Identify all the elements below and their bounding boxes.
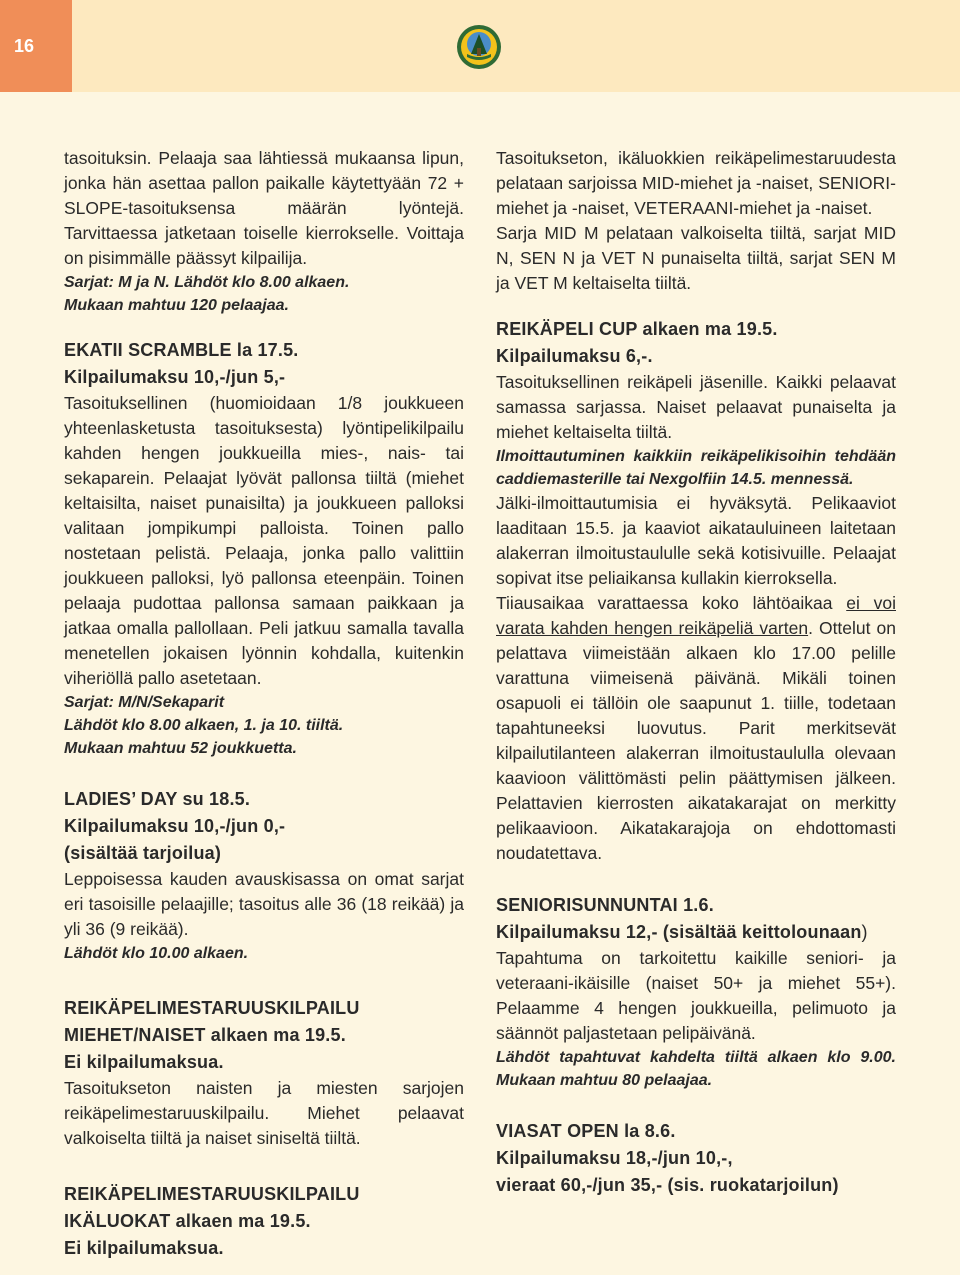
viasat-fee: Kilpailumaksu 18,-/jun 10,-,	[496, 1148, 733, 1168]
senior-fee-bold: Kilpailumaksu 12,- (sisältää keittolounaan	[496, 922, 862, 942]
cup-body-2: Jälki-ilmoittautumisia ei hyväksytä. Pelikaaviot laaditaan 15.5. ja kaaviot aikatauluineen laitetaan alakerran ilmoitustaululle sekä kotisivuille. Pelaajat sopivat itse peliaikansa kullakin kierroksella.	[496, 493, 896, 588]
senior-fee	[496, 919, 896, 946]
header-band	[0, 0, 960, 92]
matchplay-fee: Ei kilpailumaksua.	[64, 1052, 224, 1072]
viasat-title: VIASAT OPEN la 8.6.	[496, 1121, 676, 1141]
agegroup-tees: Sarja MID M pelataan valkoiselta tiiltä, sarjat MID N, SEN N ja VET N punaiselta tiiltä, sarjat SEN M ja VET M keltaiselta tiiltä.	[496, 223, 896, 293]
cup-body-3-pre: Tiiausaikaa varattaessa koko lähtöaikaa	[496, 593, 847, 613]
matchplay-title-1: REIKÄPELIMESTARUUSKILPAILU	[64, 998, 360, 1018]
cup-registration: Ilmoittautuminen kaikkiin reikäpelikisoihin tehdään caddiemasterille tai Nexgolfiin 14.5. mennessä.	[496, 448, 896, 488]
cup-title: REIKÄPELI CUP alkaen ma 19.5.	[496, 319, 778, 339]
viasat-fee-guests: vieraat 60,-/jun 35,- (sis. ruokatarjoilun)	[496, 1175, 839, 1195]
intro-capacity-line: Mukaan mahtuu 120 pelaajaa.	[64, 297, 289, 314]
senior-starts: Lähdöt tapahtuvat kahdelta tiiltä alkaen klo 9.00. Mukaan mahtuu 80 pelaajaa.	[496, 1049, 896, 1089]
senior-body: Tapahtuma on tarkoitettu kaikille seniori- ja veteraani-ikäisille (naiset 50+ ja miehet 55+). Pelaamme 4 hengen joukkueilla, pelimuoto ja säännöt paljastetaan pelipäivänä.	[496, 948, 896, 1043]
agegroup-fee: Ei kilpailumaksua.	[64, 1238, 224, 1258]
ekatii-fee: Kilpailumaksu 10,-/jun 5,-	[64, 367, 286, 387]
ladies-fee: Kilpailumaksu 10,-/jun 0,-	[64, 816, 286, 836]
matchplay-title-2: MIEHET/NAISET alkaen ma 19.5.	[64, 1025, 346, 1045]
cup-body: Tasoituksellinen reikäpeli jäsenille. Kaikki pelaavat samassa sarjassa. Naiset pelaavat punaiselta ja miehet keltaiselta tiiltä.	[496, 372, 896, 442]
page-number: 16	[14, 36, 35, 56]
ladies-fee-note: (sisältää tarjoilua)	[64, 843, 222, 863]
ekatii-starts: Lähdöt klo 8.00 alkaen, 1. ja 10. tiiltä.	[64, 717, 344, 734]
agegroup-title-1: REIKÄPELIMESTARUUSKILPAILU	[64, 1184, 360, 1204]
ekatii-capacity: Mukaan mahtuu 52 joukkuetta.	[64, 740, 297, 757]
page-number-box	[0, 0, 72, 92]
ladies-body: Leppoisessa kauden avauskisassa on omat sarjat eri tasoisille pelaajille; tasoitus alle 36 (18 reikää) ja yli 36 (9 reikää).	[64, 869, 464, 939]
senior-fee-end: )	[861, 922, 868, 942]
intro-paragraph: tasoituksin. Pelaaja saa lähtiessä mukaansa lipun, jonka hän asettaa pallon paikalle käytettyään 72 + SLOPE-tasoituksensa määrän lyöntejä. Tarvittaessa jatketaan toiselle kierrokselle. Voittaja on pisimmälle päässyt kilpailija.	[64, 148, 464, 268]
right-column	[496, 146, 896, 1199]
left-column	[64, 146, 464, 1262]
ekatii-series: Sarjat: M/N/Sekaparit	[64, 694, 225, 711]
cup-fee: Kilpailumaksu 6,-.	[496, 346, 653, 366]
agegroup-title-2: IKÄLUOKAT alkaen ma 19.5.	[64, 1211, 311, 1231]
ladies-title: LADIES’ DAY su 18.5.	[64, 789, 251, 809]
agegroup-body: Tasoitukseton, ikäluokkien reikäpelimestaruudesta pelataan sarjoissa MID-miehet ja -naiset, SENIORI-miehet ja -naiset, VETERAANI-miehet ja -naiset.	[496, 148, 896, 218]
cup-body-3-post: . Ottelut on pelattava viimeistään alkaen klo 17.00 pelille varattuna viimeisenä päivänä. Mikäli toinen osapuoli ei tällöin ole saapunut 1. tiille, todetaan tapahtuneeksi luovutus. Parit merkitsevät kilpailutilanteen alakerran ilmoitustaululla olevaan kaavioon välittömästi pelin päättymisen jälkeen. Pelattavien kierrosten aikatakarajat on merkitty pelikaavioon. Aikatakarajoja on ehdottomasti noudatettava.	[496, 618, 896, 863]
senior-title: SENIORISUNNUNTAI 1.6.	[496, 895, 714, 915]
cup-body-3-underlined: ei voi varata kahden hengen reikäpeliä varten	[496, 593, 896, 638]
matchplay-body: Tasoitukseton naisten ja miesten sarjojen reikäpelimestaruuskilpailu. Miehet pelaavat valkoiselta tiiltä ja naiset siniseltä tiiltä.	[64, 1078, 464, 1148]
ekatii-body: Tasoituksellinen (huomioidaan 1/8 joukkueen yhteenlasketusta tasoituksesta) lyöntipelikilpailu kahden hengen joukkueilla mies-, nais- tai sekaparein. Pelaajat lyövät pallonsa tiiltä (miehet keltaisilta, naiset punaisilta) ja joukkueen palloksi valitaan jompikumpi palloista. Toinen pallo nostetaan pelistä. Pelaaja, jonka pallo valittiin joukkueen palloksi, lyö pallonsa eteenpäin. Toinen pelaaja pudottaa pallonsa samaan paikkaan ja jatkaa omalla pallollaan. Peli jatkuu samalla tavalla menetellen jokaisen lyönnin kohdalla, kuitenkin viheriöllä pallo asetetaan.	[64, 393, 464, 688]
intro-series-line: Sarjat: M ja N. Lähdöt klo 8.00 alkaen.	[64, 274, 350, 291]
club-logo-icon	[456, 24, 502, 70]
ladies-starts: Lähdöt klo 10.00 alkaen.	[64, 945, 249, 962]
ekatii-title: EKATII SCRAMBLE la 17.5.	[64, 340, 299, 360]
cup-body-3	[496, 591, 896, 866]
